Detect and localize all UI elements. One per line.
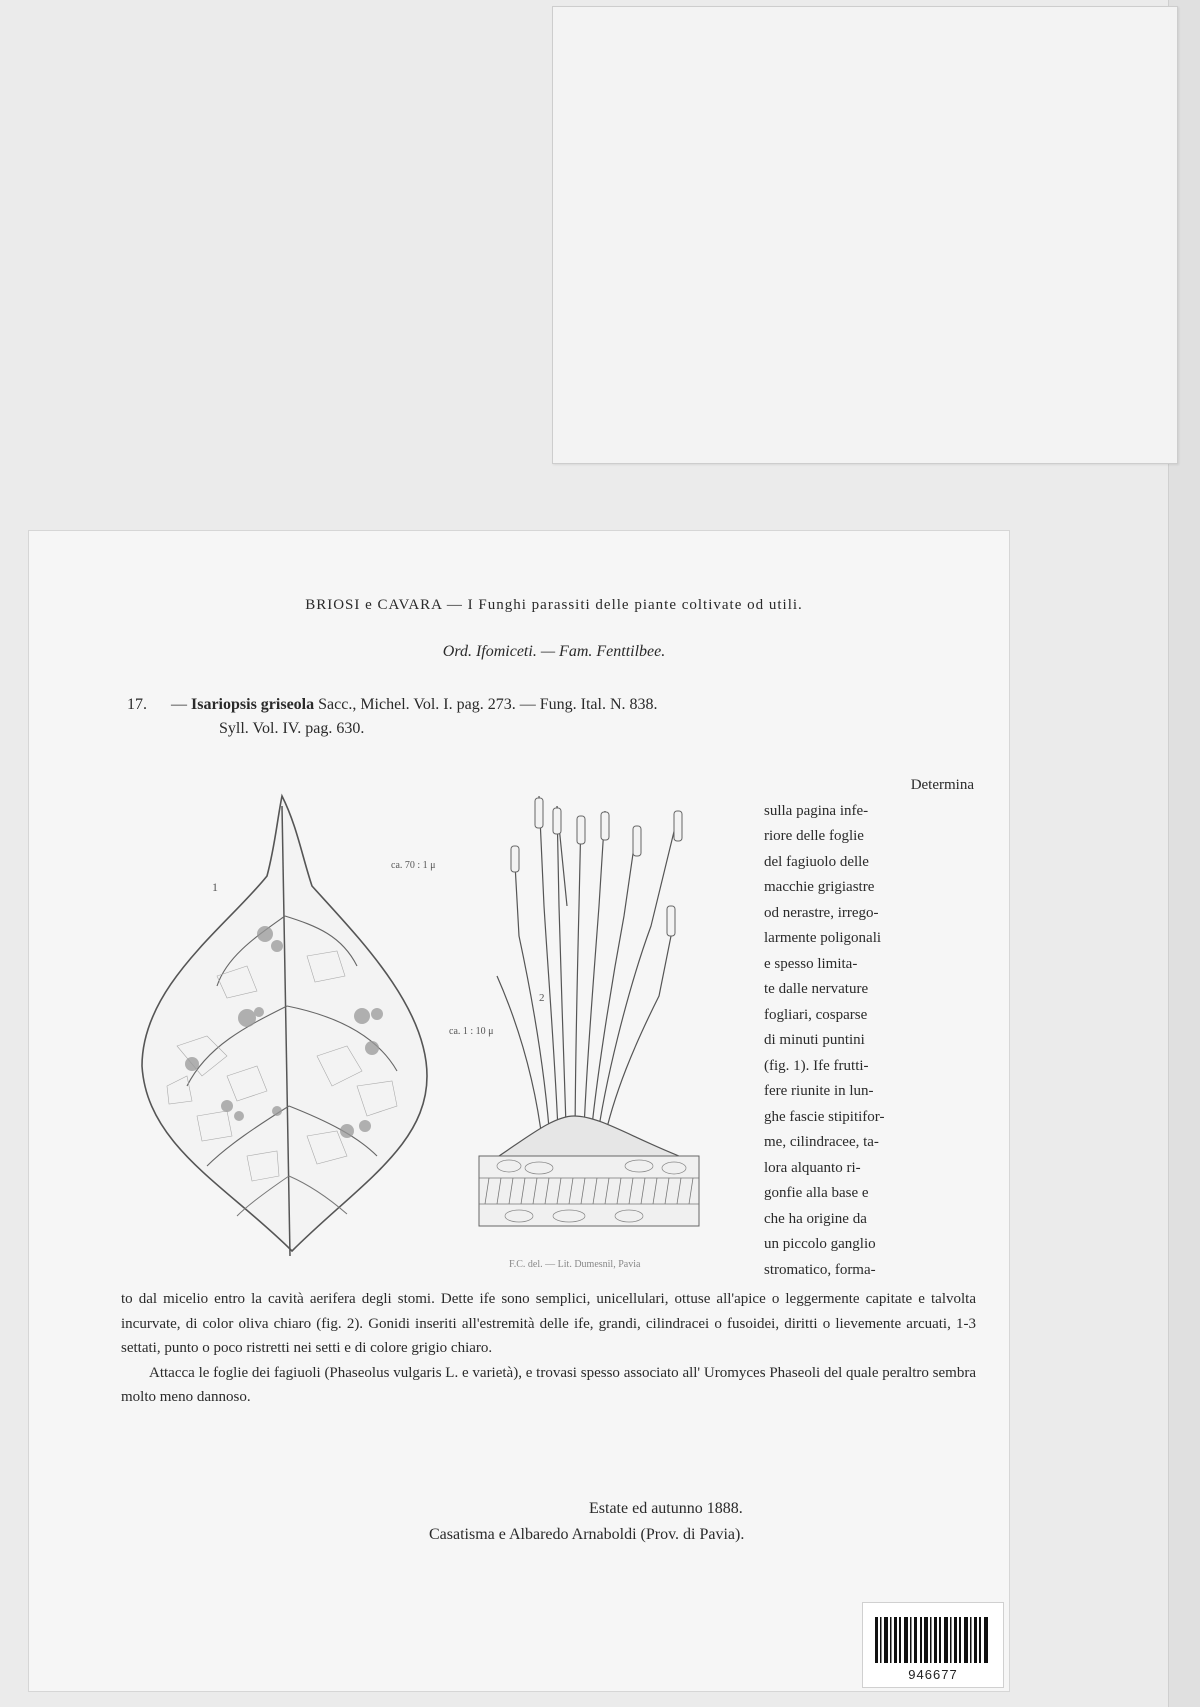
collection-locality <box>429 1496 949 1548</box>
fig-scale-1: ca. 70 : 1 μ <box>391 860 436 871</box>
figure-caption: F.C. del. — Lit. Dumesnil, Pavia <box>509 1259 641 1270</box>
description-line: lora alquanto ri- <box>764 1159 861 1176</box>
species-number: 17. <box>127 696 147 713</box>
description-paragraph: to dal micelio entro la cavità aerifera degli stomi. Dette ife sono semplici, unicellulari, ottuse all'apice o leggermente capitate e talvolta incurvate, di color oliva chiaro (fig. 2). Gonidi inseriti all'estremità delle ife, grandi, cilindracei o fusoidei, diritti o lievemente arcuati, 1-3 settati, punto o poco ristretti nei setti e di colore grigio chiaro. <box>121 1291 976 1356</box>
collection-place: Casatisma e Albaredo Arnaboldi (Prov. di Pavia). <box>429 1526 745 1543</box>
collection-date: Estate ed autunno 1888. <box>589 1500 743 1517</box>
description-line: (fig. 1). Ife frutti- <box>764 1057 869 1074</box>
description-line: fere riunite in lun- <box>764 1083 874 1099</box>
fig2-number: 2 <box>539 992 545 1004</box>
species-entry: 17. — Isariopsis griseola Sacc., Michel. Vol. I. pag. 273. — Fung. Ital. N. 838. Syll. Vol. IV. pag. 630. <box>127 693 977 741</box>
species-reference: Sacc., Michel. Vol. I. pag. 273. — Fung. Ital. N. 838. <box>318 696 658 713</box>
description-line: Determina <box>910 777 974 793</box>
description-line: del fagiuolo delle <box>764 853 869 870</box>
description-line: e spesso limita- <box>764 955 858 972</box>
species-reference-line2: Syll. Vol. IV. pag. 630. <box>219 720 365 737</box>
fig1-number: 1 <box>212 880 218 894</box>
taxon-order: Ord. Ifomiceti. — Fam. Fenttilbee. <box>442 643 666 660</box>
description-column <box>764 773 974 1283</box>
description-line: di minuti puntini <box>764 1032 865 1048</box>
barcode-label <box>862 1602 1004 1688</box>
description-line: macchie grigiastre <box>764 879 875 895</box>
description-line: che ha origine da <box>764 1210 867 1227</box>
printed-label <box>28 530 1010 1692</box>
description-line: fogliari, cosparse <box>764 1006 868 1023</box>
label-header: BRIOSI e CAVARA — I Funghi parassiti delle piante coltivate od utili. <box>305 597 803 613</box>
description-line: riore delle foglie <box>764 828 864 844</box>
description-line: te dalle nervature <box>764 981 869 997</box>
description-line: gonfie alla base e <box>764 1185 869 1201</box>
barcode-number: 946677 <box>908 1667 958 1682</box>
description-line: stromatico, forma- <box>764 1261 876 1278</box>
description-line: me, cilindracee, ta- <box>764 1134 879 1150</box>
description-line: larmente poligonali <box>764 930 882 946</box>
species-name: Isariopsis griseola <box>191 696 315 713</box>
hyphae-illustration <box>389 786 769 1266</box>
barcode-icon <box>863 1603 1003 1667</box>
specimen-envelope <box>552 6 1178 464</box>
description-body <box>121 1287 976 1410</box>
description-line: un piccolo ganglio <box>764 1236 876 1252</box>
host-paragraph: Attacca le foglie dei fagiuoli (Phaseolus vulgaris L. e varietà), e trovasi spesso associato all' Uromyces Phaseoli del quale peraltro sembra molto meno dannoso. <box>121 1364 976 1405</box>
description-line: od nerastre, irrego- <box>764 904 879 921</box>
description-line: ghe fascie stipitifor- <box>764 1108 885 1125</box>
description-line: sulla pagina infe- <box>764 802 869 819</box>
fig-scale-2: ca. 1 : 10 μ <box>449 1026 494 1037</box>
